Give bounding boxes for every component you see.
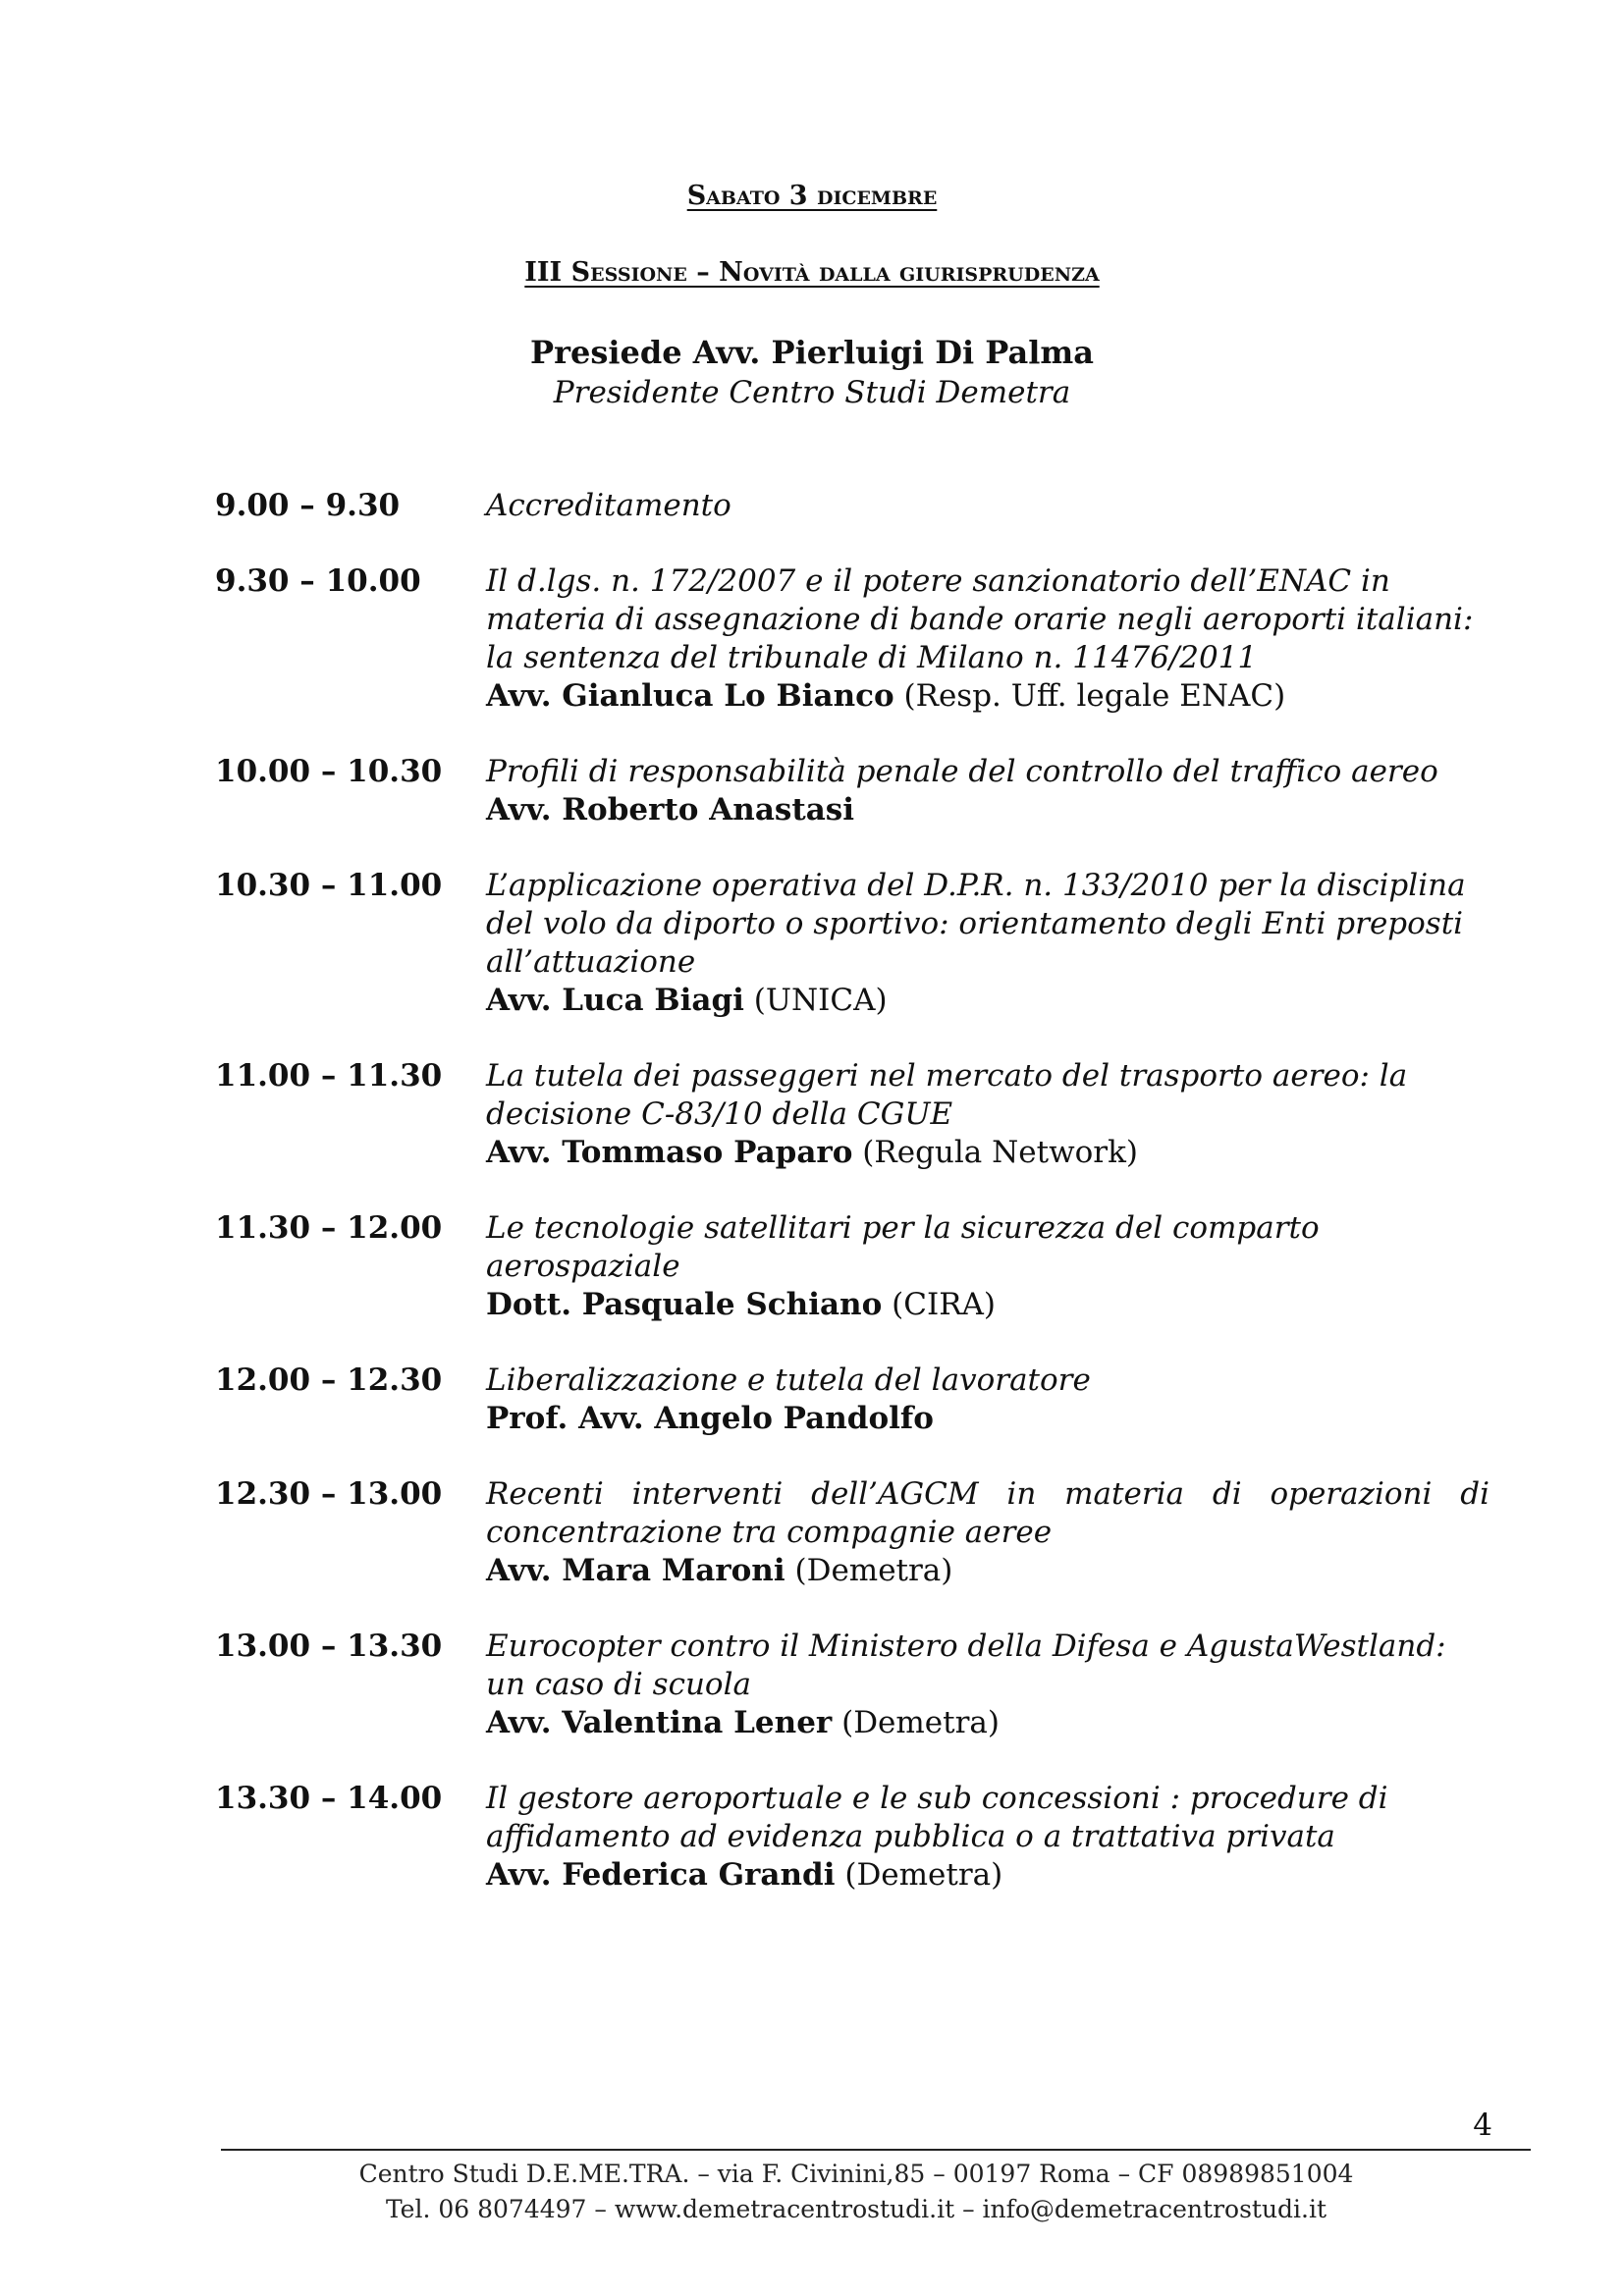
speaker-name: Avv. Federica Grandi [486, 1857, 836, 1893]
schedule-slot [215, 1628, 1491, 1742]
slot-time: 12.00 – 12.30 [215, 1362, 443, 1398]
footer-address: Centro Studi D.E.ME.TRA. – via F. Civinini,85 – 00197 Roma – CF 08989851004 [358, 2160, 1354, 2188]
schedule-slot [215, 1780, 1491, 1895]
slot-time: 9.00 – 9.30 [215, 488, 401, 523]
schedule-slot [215, 1475, 1491, 1590]
schedule-slot [215, 1362, 1491, 1438]
session-heading: III Sessione – Novità dalla giurisprudenza [524, 257, 1100, 288]
slot-time: 11.30 – 12.00 [215, 1210, 443, 1246]
speaker-affiliation: (Demetra) [841, 1705, 1000, 1740]
speaker-line [486, 1400, 1489, 1438]
speaker-name: Avv. Tommaso Paparo [486, 1135, 853, 1170]
schedule-slot [215, 562, 1491, 716]
schedule-slot [215, 1209, 1491, 1324]
speaker-name: Prof. Avv. Angelo Pandolfo [486, 1401, 934, 1436]
speaker-affiliation: (CIRA) [892, 1287, 997, 1322]
speaker-name: Avv. Gianluca Lo Bianco [486, 678, 894, 714]
speaker-line [486, 1856, 1489, 1895]
schedule [215, 487, 1491, 1932]
speaker-line [486, 982, 1489, 1020]
speaker-affiliation: (UNICA) [753, 983, 888, 1018]
talk-title: L’applicazione operativa del D.P.R. n. 133/2010 per la disciplina del volo da diporto o sportivo: orientamento degli Enti preposti all’attuazione [486, 868, 1466, 980]
talk-title: Recenti interventi dell’AGCM in materia di operazioni di concentrazione tra compagnie aeree [486, 1476, 1489, 1550]
speaker-line [486, 677, 1489, 716]
talk-title: Eurocopter contro il Ministero della Difesa e AgustaWestland: un caso di scuola [486, 1629, 1446, 1702]
footer-contacts: Tel. 06 8074497 – www.demetracentrostudi.it – info@demetracentrostudi.it [385, 2195, 1327, 2223]
slot-time: 9.30 – 10.00 [215, 563, 421, 599]
speaker-line [486, 1134, 1489, 1172]
page-number: 4 [1473, 2108, 1492, 2143]
slot-time: 10.00 – 10.30 [215, 754, 443, 789]
schedule-slot [215, 487, 1491, 525]
speaker-affiliation: (Regula Network) [862, 1135, 1138, 1170]
talk-title: Il d.lgs. n. 172/2007 e il potere sanzionatorio dell’ENAC in materia di assegnazione di bande orarie negli aeroporti italiani: la sentenza del tribunale di Milano n. 11476/2011 [486, 563, 1474, 675]
talk-title: Il gestore aeroportuale e le sub concessioni : procedure di affidamento ad evidenza pubblica o a trattativa privata [486, 1781, 1388, 1854]
schedule-slot [215, 753, 1491, 829]
speaker-line [486, 1704, 1489, 1742]
slot-time: 11.00 – 11.30 [215, 1058, 443, 1094]
speaker-affiliation: (Demetra) [794, 1553, 953, 1588]
speaker-name: Avv. Valentina Lener [486, 1705, 833, 1740]
speaker-line [486, 1552, 1489, 1590]
speaker-line [486, 1286, 1489, 1324]
slot-time: 12.30 – 13.00 [215, 1476, 443, 1512]
talk-title: Le tecnologie satellitari per la sicurezza del comparto aerospaziale [486, 1210, 1320, 1284]
speaker-name: Avv. Mara Maroni [486, 1553, 785, 1588]
speaker-affiliation: (Demetra) [844, 1857, 1003, 1893]
speaker-name: Avv. Luca Biagi [486, 983, 744, 1018]
schedule-slot [215, 867, 1491, 1020]
schedule-slot [215, 1057, 1491, 1172]
talk-title: La tutela dei passeggeri nel mercato del trasporto aereo: la decisione C-83/10 della CGUE [486, 1058, 1408, 1132]
speaker-name: Avv. Roberto Anastasi [486, 792, 855, 828]
speaker-name: Dott. Pasquale Schiano [486, 1287, 883, 1322]
slot-time: 13.30 – 14.00 [215, 1781, 443, 1816]
talk-title: Profili di responsabilità penale del controllo del traffico aereo [486, 754, 1438, 789]
day-heading: Sabato 3 dicembre [686, 181, 938, 211]
footer-divider [221, 2149, 1531, 2151]
talk-title: Accreditamento [486, 488, 731, 523]
session-president: Presiede Avv. Pierluigi Di Palma [530, 334, 1094, 371]
speaker-affiliation: (Resp. Uff. legale ENAC) [903, 678, 1286, 714]
speaker-line [486, 791, 1489, 829]
slot-time: 13.00 – 13.30 [215, 1629, 443, 1664]
slot-time: 10.30 – 11.00 [215, 868, 443, 903]
president-role: Presidente Centro Studi Demetra [553, 375, 1071, 410]
talk-title: Liberalizzazione e tutela del lavoratore [486, 1362, 1091, 1398]
